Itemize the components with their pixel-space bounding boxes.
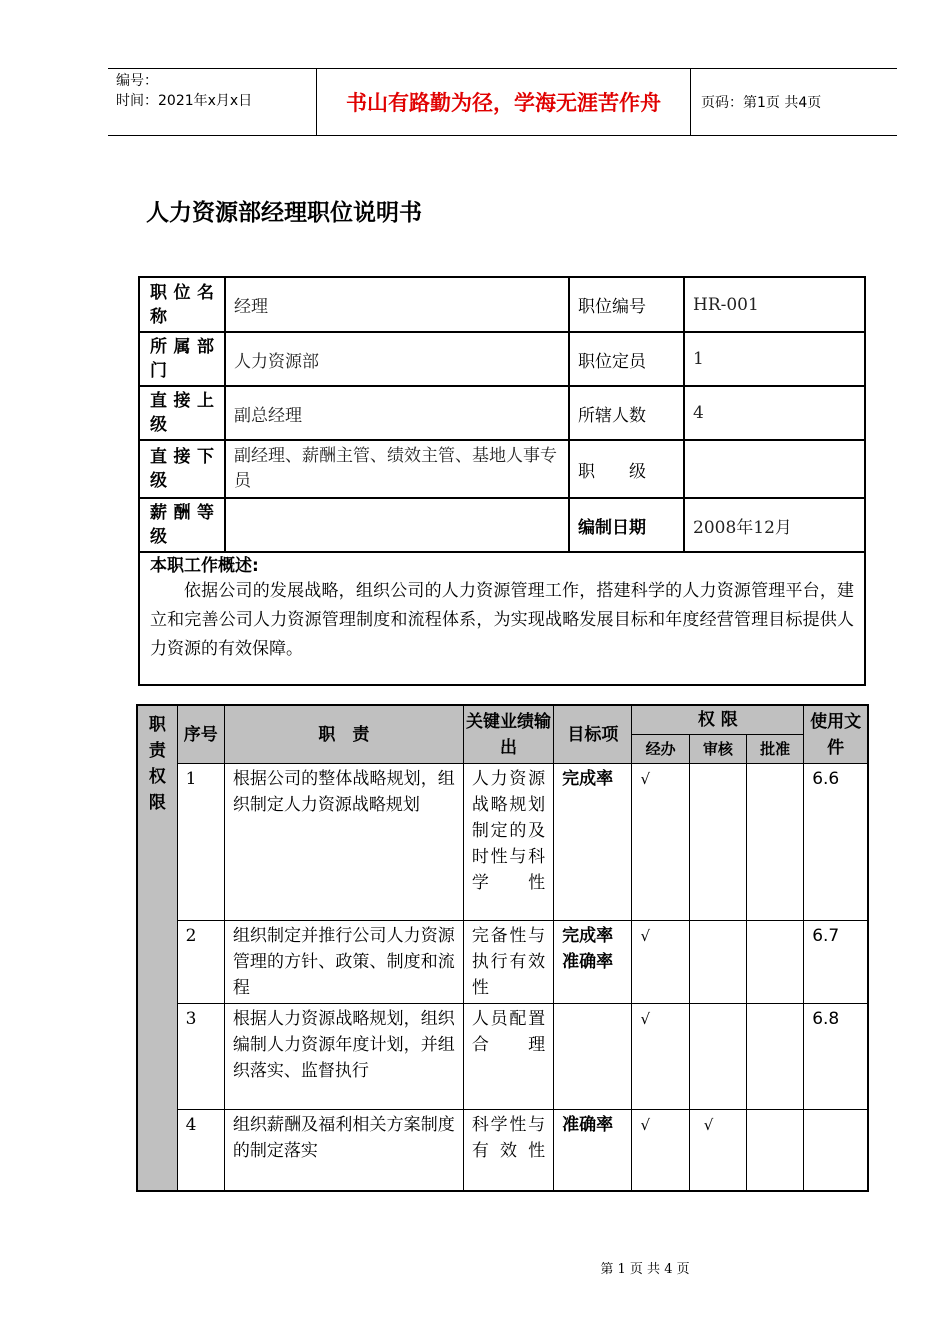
duty-kpi: 人力资源战略规划制定的及时性与科学性 — [463, 764, 553, 921]
duty-target: 完成率 准确率 — [554, 921, 632, 1004]
info-label: 薪酬等级 — [139, 498, 225, 552]
info-label: 职位编号 — [569, 277, 684, 332]
info-value — [684, 440, 865, 498]
summary-body: 依据公司的发展战略，组织公司的人力资源管理工作，搭建科学的人力资源管理平台，建立和完善公司人力资源管理制度和流程体系，为实现战略发展目标和年度经营管理目标提供人力资源的有效保障。 — [150, 581, 854, 659]
duty-kpi: 人员配置合理 — [463, 1004, 553, 1110]
duty-text: 组织制定并推行公司人力资源管理的方针、政策、制度和流程 — [224, 921, 463, 1004]
header-authority: 权 限 — [632, 705, 804, 735]
info-row — [139, 498, 865, 552]
header-target: 目标项 — [554, 705, 632, 764]
duty-seq: 1 — [177, 764, 224, 921]
info-label: 职位定员 — [569, 332, 684, 386]
duty-header-row — [137, 705, 868, 735]
info-label: 直接下级 — [139, 440, 225, 498]
document-time: 时间：2021年x月x日 — [116, 93, 253, 109]
duty-text: 组织薪酬及福利相关方案制度的制定落实 — [224, 1110, 463, 1191]
header-page-info: 页码：第1页 共4页 — [701, 95, 822, 111]
duty-text: 根据公司的整体战略规划，组织制定人力资源战略规划 — [224, 764, 463, 921]
document-number-label: 编号： — [116, 73, 158, 89]
duty-text: 根据人力资源战略规划，组织编制人力资源年度计划，并组织落实、监督执行 — [224, 1004, 463, 1110]
duty-side-label: 职责权限 — [137, 705, 177, 1191]
header-motto: 书山有路勤为径，学海无涯苦作舟 — [317, 69, 691, 135]
duty-approve — [746, 764, 803, 921]
info-value: 2008年12月 — [684, 498, 865, 552]
info-row — [139, 277, 865, 332]
info-row — [139, 386, 865, 440]
duty-review — [689, 1004, 746, 1110]
info-label: 职位名称 — [139, 277, 225, 332]
duty-seq: 3 — [177, 1004, 224, 1110]
duty-target — [554, 1004, 632, 1110]
info-label: 直接上级 — [139, 386, 225, 440]
duty-review — [689, 921, 746, 1004]
duty-approve — [746, 921, 803, 1004]
duty-seq: 4 — [177, 1110, 224, 1191]
table-row — [137, 1110, 868, 1191]
duty-file: 6.6 — [804, 764, 868, 921]
header-duty: 职 责 — [224, 705, 463, 764]
header-seq: 序号 — [177, 705, 224, 764]
duty-review: √ — [689, 1110, 746, 1191]
info-value: HR-001 — [684, 277, 865, 332]
duty-handle: √ — [632, 1004, 689, 1110]
duty-kpi: 科学性与有效性 — [463, 1110, 553, 1191]
duty-file: 6.7 — [804, 921, 868, 1004]
header-handle: 经办 — [632, 735, 689, 764]
document-title: 人力资源部经理职位说明书 — [146, 200, 422, 226]
header-review: 审核 — [689, 735, 746, 764]
header-approve: 批准 — [746, 735, 803, 764]
table-row — [137, 764, 868, 921]
header-meta — [108, 69, 317, 135]
summary-row — [139, 552, 865, 685]
info-value: 4 — [684, 386, 865, 440]
table-row — [137, 1004, 868, 1110]
duty-handle: √ — [632, 1110, 689, 1191]
duty-handle: √ — [632, 921, 689, 1004]
duty-approve — [746, 1004, 803, 1110]
duty-target: 完成率 — [554, 764, 632, 921]
duty-file: 6.8 — [804, 1004, 868, 1110]
duty-target: 准确率 — [554, 1110, 632, 1191]
info-label: 所属部门 — [139, 332, 225, 386]
duty-approve — [746, 1110, 803, 1191]
position-info-table — [138, 276, 866, 686]
job-summary — [139, 552, 865, 685]
duty-table — [136, 704, 869, 1192]
info-label: 编制日期 — [569, 498, 684, 552]
duty-handle: √ — [632, 764, 689, 921]
info-value: 经理 — [225, 277, 569, 332]
info-row — [139, 440, 865, 498]
info-row — [139, 332, 865, 386]
page-header — [108, 68, 897, 136]
info-value: 副总经理 — [225, 386, 569, 440]
duty-seq: 2 — [177, 921, 224, 1004]
page-footer: 第 1 页 共 4 页 — [600, 1262, 690, 1277]
table-row — [137, 921, 868, 1004]
duty-file — [804, 1110, 868, 1191]
header-file: 使用文件 — [804, 705, 868, 764]
header-kpi: 关键业绩输出 — [463, 705, 553, 764]
info-label: 所辖人数 — [569, 386, 684, 440]
info-value: 副经理、薪酬主管、绩效主管、基地人事专员 — [225, 440, 569, 498]
duty-review — [689, 764, 746, 921]
info-value — [225, 498, 569, 552]
info-value: 人力资源部 — [225, 332, 569, 386]
info-label: 职 级 — [569, 440, 684, 498]
duty-kpi: 完备性与执行有效性 — [463, 921, 553, 1004]
info-value: 1 — [684, 332, 865, 386]
summary-title: 本职工作概述: — [150, 556, 259, 576]
